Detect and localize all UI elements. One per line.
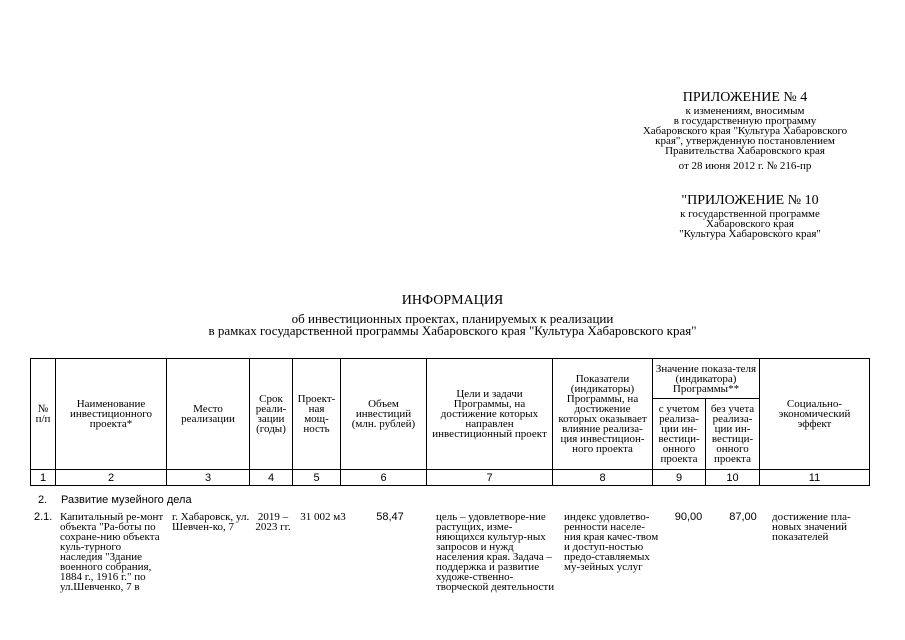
investment-projects-table <box>30 358 870 486</box>
appendix-4-title: ПРИЛОЖЕНИЕ № 4 <box>682 90 808 105</box>
row-term: 2019 – 2023 гг. <box>255 511 291 533</box>
header-investment-volume: Объем инвестиций (млн. рублей) <box>341 359 427 470</box>
header-indicator-value: Значение показа-теля (индикатора) Программы** <box>653 359 760 399</box>
appendix-4-line: Правительства Хабаровского края <box>665 145 825 157</box>
column-number: 7 <box>427 470 553 486</box>
document-subtitle: об инвестиционных проектах, планируемых к реализации <box>291 311 614 326</box>
row-place: г. Хабаровск, ул. Шевчен-ко, 7 <box>172 511 250 533</box>
row-goals: цель – удовлетворе-ние растущих, изме-няющихся культур-ных запросов и нужд населения края. Задача – поддержка и развитие художе-ственно-творческой деятельности <box>436 511 555 593</box>
row-investment-volume: 58,47 <box>376 511 404 523</box>
header-number: № п/п <box>31 359 56 470</box>
column-number: 3 <box>167 470 250 486</box>
appendix-4-line: в государственную программу <box>673 115 817 127</box>
document-title: ИНФОРМАЦИЯ <box>401 293 504 308</box>
appendix-10-line: к государственной программе <box>680 208 820 220</box>
row-capacity: 31 002 м3 <box>300 511 346 523</box>
header-capacity: Проект-ная мощ-ность <box>293 359 341 470</box>
header-with-project: с учетом реализа-ции ин-вестици-онного проекта <box>653 399 706 470</box>
column-number: 8 <box>553 470 653 486</box>
column-number: 1 <box>31 470 56 486</box>
appendix-10-block <box>620 193 880 239</box>
column-number: 5 <box>293 470 341 486</box>
column-number: 2 <box>56 470 167 486</box>
row-project-name: Капитальный ре-монт объекта "Ра-боты по сохране-нию объекта куль-турного наследия "Здание военного собрания, 1884 г., 1916 г." по ул.Шевченко, 7 в <box>60 511 164 593</box>
appendix-10-line: Хабаровского края <box>706 218 794 230</box>
appendix-4-line: к изменениям, вносимым <box>685 105 805 117</box>
column-number: 10 <box>706 470 760 486</box>
section-title: Развитие музейного дела <box>61 494 192 506</box>
header-indicators: Показатели (индикаторы) Программы, на достижение которых оказывает влияние реализа-ция инвестицион-ного проекта <box>553 359 653 470</box>
appendix-10-title: "ПРИЛОЖЕНИЕ № 10 <box>681 193 819 208</box>
section-number: 2. <box>38 494 48 506</box>
appendix-10-line: "Культура Хабаровского края" <box>679 228 821 240</box>
row-value-without-project: 87,00 <box>729 511 757 523</box>
header-without-project: без учета реализа-ции ин-вестици-онного проекта <box>706 399 760 470</box>
column-number: 11 <box>760 470 870 486</box>
appendix-4-date: от 28 июня 2012 г. № 216-пр <box>678 160 812 172</box>
column-number: 4 <box>250 470 293 486</box>
appendix-4-block <box>615 90 875 171</box>
column-number: 6 <box>341 470 427 486</box>
row-number: 2.1. <box>34 511 53 523</box>
column-number: 9 <box>653 470 706 486</box>
header-place: Место реализации <box>167 359 250 470</box>
row-social-effect: достижение пла-новых значений показателей <box>772 511 851 543</box>
appendix-4-line: края", утвержденную постановлением <box>655 135 835 147</box>
header-project-name: Наименование инвестиционного проекта* <box>56 359 167 470</box>
header-term: Срок реали-зации (годы) <box>250 359 293 470</box>
header-social-effect: Социально-экономический эффект <box>760 359 870 470</box>
header-goals: Цели и задачи Программы, на достижение которых направлен инвестиционный проект <box>427 359 553 470</box>
row-value-with-project: 90,00 <box>674 511 703 523</box>
row-indicator: индекс удовлетво-ренности населе-ния края качес-твом и доступ-ностью предо-ставляемых му-зейных услуг <box>564 511 659 573</box>
document-subtitle: в рамках государственной программы Хабаровского края "Культура Хабаровского края" <box>208 323 697 338</box>
appendix-4-line: Хабаровского края "Культура Хабаровского <box>642 125 848 137</box>
